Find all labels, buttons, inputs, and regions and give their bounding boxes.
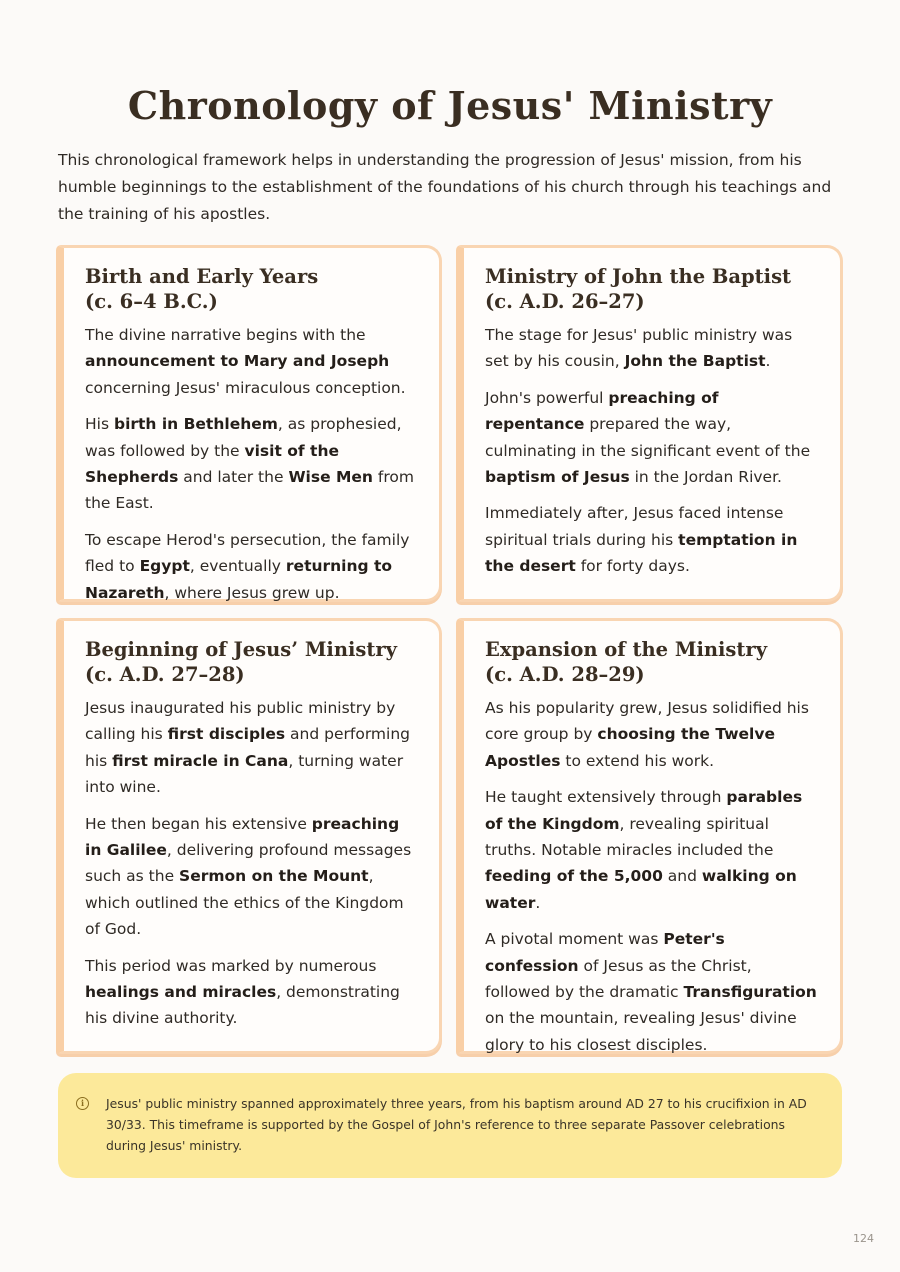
- bold-text: visit of the Shepherds: [85, 441, 340, 487]
- card-paragraph: [85, 695, 419, 801]
- text-run: As his popularity grew, Jesus solidified his core group by: [485, 699, 809, 744]
- text-run: , revealing spiritual truths. Notable miracles included the: [485, 814, 774, 860]
- card-period: (c. A.D. 27–28): [85, 663, 245, 686]
- text-run: from the East.: [85, 468, 414, 513]
- page-number: 124: [853, 1232, 874, 1245]
- text-run: , delivering profound messages such as the: [85, 841, 412, 886]
- intro-paragraph: This chronological framework helps in understanding the progression of Jesus' mission, from his humble beginnings to the establishment of the foundations of his church through his teachings and the training of his apostles.: [58, 151, 832, 223]
- text-run: To escape Herod's persecution, the family fled to: [85, 530, 410, 576]
- text-run: in the Jordan River.: [629, 468, 782, 487]
- bold-text: walking on water: [485, 867, 797, 912]
- bold-text: Wise Men: [288, 468, 373, 487]
- card-paragraph: [485, 695, 820, 774]
- text-run: The stage for Jesus' public ministry was set by his cousin,: [485, 326, 793, 371]
- card-paragraph: [85, 411, 419, 517]
- card-paragraph: [485, 500, 820, 579]
- card-body: [85, 695, 419, 1032]
- bold-text: Sermon on the Mount: [179, 867, 369, 886]
- bold-text: Transfiguration: [683, 983, 817, 1002]
- card-title: [85, 264, 419, 314]
- text-run: This period was marked by numerous: [85, 956, 377, 975]
- card-paragraph: [485, 784, 820, 916]
- card-john-the-baptist: [456, 245, 843, 602]
- text-run: , demonstrating his divine authority.: [85, 983, 400, 1028]
- card-paragraph: [485, 926, 820, 1058]
- text-run: Immediately after, Jesus faced intense spiritual trials during his: [485, 504, 784, 549]
- text-run: The divine narrative begins with the: [85, 326, 366, 344]
- card-title-text: Beginning of Jesus’ Ministry: [85, 638, 397, 661]
- note-text: Jesus' public ministry spanned approximately three years, from his baptism around AD 27 to his crucifixion in AD 30/33. This timeframe is supported by the Gospel of John's reference to three separate Passover celebrations during Jesus' ministry.: [106, 1096, 807, 1153]
- bold-text: baptism of Jesus: [485, 468, 630, 487]
- card-paragraph: [85, 527, 419, 606]
- card-paragraph: [85, 322, 419, 401]
- text-run: Jesus inaugurated his public ministry by calling his: [85, 699, 396, 744]
- bold-text: returning to Nazareth: [85, 557, 393, 602]
- text-run: of Jesus as the Christ, followed by the dramatic: [485, 956, 752, 1002]
- page-title: Chronology of Jesus' Ministry: [127, 83, 773, 129]
- text-run: , eventually: [189, 557, 286, 576]
- bold-text: feeding of the 5,000: [485, 867, 663, 886]
- card-title-text: Birth and Early Years: [85, 265, 319, 288]
- text-run: His: [85, 415, 114, 434]
- card-period: (c. A.D. 26–27): [485, 290, 645, 313]
- text-run: , as prophesied, was followed by the: [85, 415, 402, 460]
- card-beginning-ministry: [56, 618, 442, 1054]
- bold-text: parables of the Kingdom: [485, 788, 803, 833]
- card-period: (c. A.D. 28–29): [485, 663, 645, 686]
- card-title-text: Ministry of John the Baptist: [485, 265, 792, 288]
- card-period: (c. 6–4 B.C.): [85, 290, 218, 313]
- text-run: on the mountain, revealing Jesus' divine glory to his closest disciples.: [485, 1009, 797, 1054]
- text-run: He taught extensively through: [485, 788, 727, 807]
- bold-text: first miracle in Cana: [112, 751, 289, 770]
- bold-text: Peter's confession: [485, 930, 725, 975]
- card-body: [485, 322, 820, 580]
- text-run: and later the: [178, 468, 289, 487]
- card-birth-early-years: [56, 245, 442, 602]
- card-paragraph: [85, 953, 419, 1032]
- card-paragraph: [485, 385, 820, 491]
- text-run: A pivotal moment was: [485, 930, 664, 949]
- card-title-text: Expansion of the Ministry: [485, 638, 768, 661]
- text-run: to extend his work.: [560, 751, 715, 770]
- bold-text: birth in Bethlehem: [113, 415, 278, 434]
- card-paragraph: [85, 811, 419, 943]
- card-body: [485, 695, 820, 1058]
- text-run: for forty days.: [575, 557, 690, 576]
- bold-text: preaching in Galilee: [85, 814, 400, 860]
- text-run: and: [662, 867, 702, 886]
- text-run: .: [535, 893, 541, 912]
- bold-text: Egypt: [139, 557, 190, 576]
- text-run: He then began his extensive: [85, 814, 312, 833]
- text-run: , where Jesus grew up.: [164, 583, 340, 602]
- bold-text: John the Baptist: [624, 352, 766, 371]
- text-run: , turning water into wine.: [85, 751, 404, 797]
- card-title: [485, 637, 820, 687]
- card-title: [485, 264, 820, 314]
- bold-text: temptation in the desert: [485, 530, 798, 576]
- bold-text: first disciples: [167, 725, 286, 744]
- bold-text: choosing the Twelve Apostles: [485, 725, 775, 770]
- text-run: , which outlined the ethics of the Kingdom of God.: [85, 867, 404, 939]
- card-title: [85, 637, 419, 687]
- card-body: [85, 322, 419, 606]
- text-run: John's powerful: [485, 388, 609, 407]
- text-run: .: [765, 352, 771, 371]
- text-run: and performing his: [85, 725, 410, 770]
- info-note: [58, 1073, 842, 1178]
- bold-text: healings and miracles: [85, 983, 277, 1002]
- info-icon: i: [76, 1097, 89, 1110]
- text-run: prepared the way, culminating in the significant event of the: [485, 415, 811, 460]
- card-paragraph: [485, 322, 820, 375]
- card-expansion-ministry: [456, 618, 843, 1054]
- bold-text: announcement to Mary and Joseph: [85, 352, 390, 371]
- bold-text: preaching of repentance: [485, 388, 719, 434]
- text-run: concerning Jesus' miraculous conception.: [85, 378, 406, 397]
